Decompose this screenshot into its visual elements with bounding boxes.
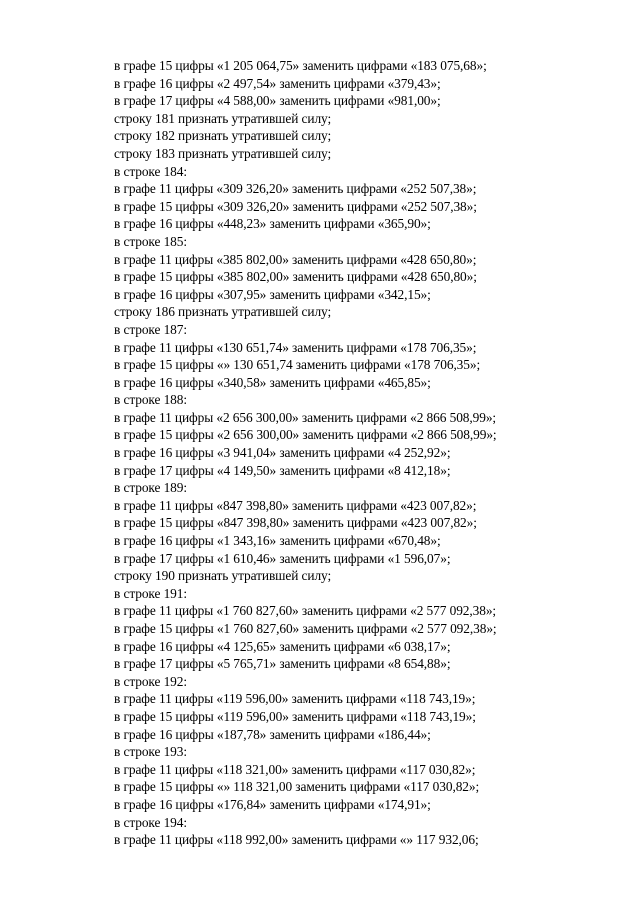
document-line: в строке 188:	[114, 392, 187, 408]
document-line: в графе 15 цифры «309 326,20» заменить цифрами «252 507,38»;	[114, 198, 477, 214]
document-line: в строке 187:	[114, 321, 187, 337]
document-line: в графе 11 цифры «2 656 300,00» заменить цифрами «2 866 508,99»;	[114, 409, 497, 425]
document-line: в графе 11 цифры «118 992,00» заменить цифрами «» 117 932,06;	[114, 832, 479, 848]
document-line: в графе 11 цифры «130 651,74» заменить цифрами «178 706,35»;	[114, 339, 477, 355]
amendment-list	[114, 57, 614, 849]
document-line: в строке 194:	[114, 814, 187, 830]
document-line: в графе 15 цифры «1 205 064,75» заменить цифрами «183 075,68»;	[114, 58, 487, 73]
document-line: в графе 11 цифры «847 398,80» заменить цифрами «423 007,82»;	[114, 497, 477, 513]
document-line: в строке 184:	[114, 163, 187, 179]
document-line: в графе 11 цифры «118 321,00» заменить цифрами «117 030,82»;	[114, 761, 476, 777]
document-line: строку 190 признать утратившей силу;	[114, 568, 332, 584]
document-line: в графе 16 цифры «2 497,54» заменить цифрами «379,43»;	[114, 75, 441, 91]
document-line: в графе 16 цифры «187,78» заменить цифрами «186,44»;	[114, 726, 431, 742]
document-line: в графе 16 цифры «448,23» заменить цифрами «365,90»;	[114, 216, 431, 232]
document-line: в строке 189:	[114, 480, 187, 496]
document-line: строку 186 признать утратившей силу;	[114, 304, 332, 320]
document-line: в графе 15 цифры «119 596,00» заменить цифрами «118 743,19»;	[114, 708, 476, 724]
document-line: в графе 16 цифры «340,58» заменить цифрами «465,85»;	[114, 374, 431, 390]
document-line: в графе 16 цифры «3 941,04» заменить цифрами «4 252,92»;	[114, 445, 451, 461]
document-line: в строке 185:	[114, 233, 187, 249]
document-line: в графе 16 цифры «4 125,65» заменить цифрами «6 038,17»;	[114, 638, 451, 654]
document-line: в графе 11 цифры «385 802,00» заменить цифрами «428 650,80»;	[114, 251, 477, 267]
document-line: в графе 16 цифры «307,95» заменить цифрами «342,15»;	[114, 286, 431, 302]
document-line: в графе 11 цифры «1 760 827,60» заменить цифрами «2 577 092,38»;	[114, 603, 497, 619]
document-line: в строке 192:	[114, 673, 187, 689]
document-line: в графе 16 цифры «1 343,16» заменить цифрами «670,48»;	[114, 533, 441, 549]
document-line: в графе 15 цифры «2 656 300,00» заменить цифрами «2 866 508,99»;	[114, 427, 497, 443]
document-line: в графе 11 цифры «119 596,00» заменить цифрами «118 743,19»;	[114, 691, 476, 707]
document-line: в строке 191:	[114, 585, 187, 601]
document-line: в графе 11 цифры «309 326,20» заменить цифрами «252 507,38»;	[114, 181, 477, 197]
document-line: в графе 17 цифры «4 588,00» заменить цифрами «981,00»;	[114, 93, 441, 109]
document-line: в строке 193:	[114, 744, 187, 760]
document-line: в графе 15 цифры «385 802,00» заменить цифрами «428 650,80»;	[114, 269, 477, 285]
document-line: в графе 15 цифры «» 118 321,00 заменить цифрами «117 030,82»;	[114, 779, 480, 795]
document-line: строку 183 признать утратившей силу;	[114, 145, 332, 161]
document-line: в графе 17 цифры «1 610,46» заменить цифрами «1 596,07»;	[114, 550, 451, 566]
document-line: строку 182 признать утратившей силу;	[114, 128, 332, 144]
document-line: в графе 15 цифры «» 130 651,74 заменить цифрами «178 706,35»;	[114, 357, 481, 373]
document-line: в графе 15 цифры «1 760 827,60» заменить цифрами «2 577 092,38»;	[114, 621, 497, 636]
document-line: в графе 17 цифры «4 149,50» заменить цифрами «8 412,18»;	[114, 462, 451, 478]
document-line: в графе 17 цифры «5 765,71» заменить цифрами «8 654,88»;	[114, 656, 451, 672]
document-line: строку 181 признать утратившей силу;	[114, 110, 332, 126]
document-line: в графе 15 цифры «847 398,80» заменить цифрами «423 007,82»;	[114, 515, 477, 531]
document-line: в графе 16 цифры «176,84» заменить цифрами «174,91»;	[114, 796, 431, 812]
